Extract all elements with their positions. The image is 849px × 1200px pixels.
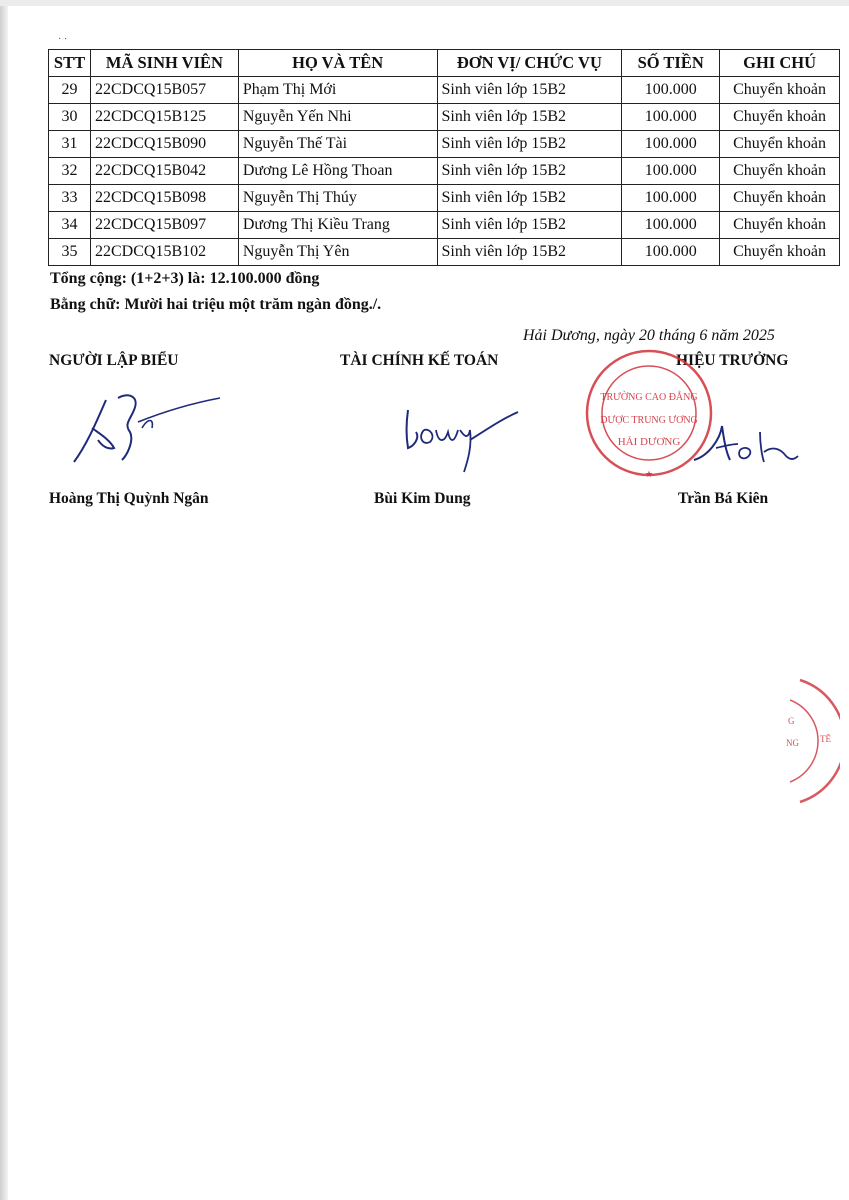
cell-amount: 100.000 [622, 239, 720, 266]
table-row [49, 77, 840, 104]
cell-note: Chuyển khoản [720, 212, 840, 239]
accountant-signature [398, 400, 528, 480]
total-amount-line: Tổng cộng: (1+2+3) là: 12.100.000 đồng [50, 270, 320, 287]
cell-amount: 100.000 [622, 104, 720, 131]
principal-title: HIỆU TRƯỞNG [676, 352, 789, 369]
cell-student-code: 22CDCQ15B090 [90, 131, 238, 158]
header-stt: STT [49, 50, 91, 77]
amount-in-words-line: Bằng chữ: Mười hai triệu một trăm ngàn đồng./. [50, 296, 382, 313]
cell-note: Chuyển khoản [720, 104, 840, 131]
cell-amount: 100.000 [622, 185, 720, 212]
svg-text:G: G [788, 716, 795, 726]
cell-student-code: 22CDCQ15B098 [90, 185, 238, 212]
stamp-line-1: TRƯỜNG CAO ĐẲNG [600, 392, 698, 403]
cell-full-name: Dương Thị Kiều Trang [238, 212, 437, 239]
cell-full-name: Nguyễn Thị Thúy [238, 185, 437, 212]
cell-student-code: 22CDCQ15B102 [90, 239, 238, 266]
svg-text:★: ★ [644, 469, 654, 479]
cell-student-code: 22CDCQ15B097 [90, 212, 238, 239]
cell-stt: 30 [49, 104, 91, 131]
cell-amount: 100.000 [622, 158, 720, 185]
scan-top-shadow [0, 0, 849, 6]
cell-unit: Sinh viên lớp 15B2 [437, 239, 622, 266]
corner-mark: · ⋅ [58, 34, 68, 45]
table-row [49, 185, 840, 212]
stamp-line-3: HẢI DƯƠNG [617, 436, 681, 448]
principal-name: Trần Bá Kiên [678, 490, 769, 507]
header-student-code: MÃ SINH VIÊN [90, 50, 238, 77]
scan-edge-shadow [0, 0, 8, 1200]
place-date-line: Hải Dương, ngày 20 tháng 6 năm 2025 [523, 327, 775, 344]
cell-amount: 100.000 [622, 77, 720, 104]
preparer-title: NGƯỜI LẬP BIỂU [49, 352, 179, 369]
table-row [49, 104, 840, 131]
cell-stt: 35 [49, 239, 91, 266]
svg-text:TẾ: TẾ [820, 734, 831, 744]
stamp-line-2: DƯỢC TRUNG ƯƠNG [600, 415, 698, 426]
cell-student-code: 22CDCQ15B125 [90, 104, 238, 131]
accountant-title: TÀI CHÍNH KẾ TOÁN [340, 352, 499, 369]
accountant-name: Bùi Kim Dung [374, 490, 471, 507]
cell-note: Chuyển khoản [720, 185, 840, 212]
table-header-row [49, 50, 840, 77]
student-payment-table [48, 49, 840, 266]
cell-full-name: Dương Lê Hồng Thoan [238, 158, 437, 185]
cell-full-name: Nguyễn Yến Nhi [238, 104, 437, 131]
cell-unit: Sinh viên lớp 15B2 [437, 77, 622, 104]
preparer-name: Hoàng Thị Quỳnh Ngân [49, 490, 209, 507]
table-row [49, 131, 840, 158]
header-full-name: HỌ VÀ TÊN [238, 50, 437, 77]
cell-student-code: 22CDCQ15B057 [90, 77, 238, 104]
cell-unit: Sinh viên lớp 15B2 [437, 158, 622, 185]
cell-stt: 33 [49, 185, 91, 212]
svg-text:NG: NG [786, 738, 799, 748]
cell-stt: 29 [49, 77, 91, 104]
table-row [49, 239, 840, 266]
header-unit-position: ĐƠN VỊ/ CHỨC VỤ [437, 50, 622, 77]
table-row [49, 158, 840, 185]
cell-note: Chuyển khoản [720, 158, 840, 185]
preparer-signature [68, 388, 228, 468]
principal-signature [690, 420, 800, 470]
cell-note: Chuyển khoản [720, 239, 840, 266]
cell-unit: Sinh viên lớp 15B2 [437, 212, 622, 239]
cell-full-name: Phạm Thị Mới [238, 77, 437, 104]
cell-unit: Sinh viên lớp 15B2 [437, 131, 622, 158]
partial-seal-stamp [780, 676, 840, 806]
cell-stt: 34 [49, 212, 91, 239]
header-note: GHI CHÚ [720, 50, 840, 77]
cell-amount: 100.000 [622, 131, 720, 158]
header-amount: SỐ TIỀN [622, 50, 720, 77]
cell-unit: Sinh viên lớp 15B2 [437, 185, 622, 212]
cell-note: Chuyển khoản [720, 77, 840, 104]
cell-stt: 31 [49, 131, 91, 158]
cell-full-name: Nguyễn Thế Tài [238, 131, 437, 158]
cell-note: Chuyển khoản [720, 131, 840, 158]
table-row [49, 212, 840, 239]
cell-stt: 32 [49, 158, 91, 185]
cell-unit: Sinh viên lớp 15B2 [437, 104, 622, 131]
cell-full-name: Nguyễn Thị Yên [238, 239, 437, 266]
cell-student-code: 22CDCQ15B042 [90, 158, 238, 185]
cell-amount: 100.000 [622, 212, 720, 239]
